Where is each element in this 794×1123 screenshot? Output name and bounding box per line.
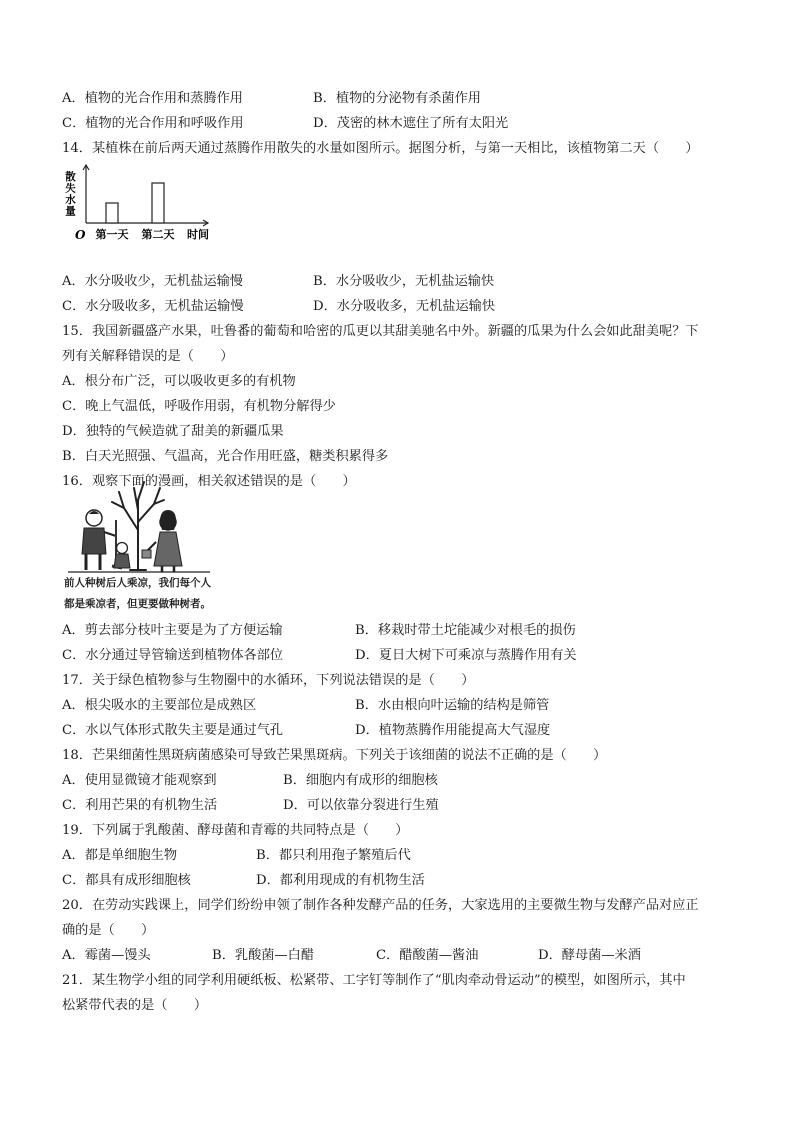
q14-option-d: D．水分吸收多，无机盐运输快: [313, 299, 496, 314]
q18-option-a: A．使用显微镜才能观察到: [62, 773, 217, 788]
y-axis-label: 散失水量: [64, 171, 76, 217]
q16-option-c: C．水分通过导管输送到植物体各部位: [62, 648, 284, 663]
q14-option-a: A．水分吸收少，无机盐运输慢: [62, 274, 243, 289]
q18-stem: 18．芒果细菌性黑斑病菌感染可导致芒果黑斑病。下列关于该细菌的说法不正确的是（ ）: [62, 748, 607, 763]
q16-cartoon-caption-line1: 前人种树后人乘凉，我们每个人: [64, 577, 211, 589]
q15-stem-line1: 15．我国新疆盛产水果，吐鲁番的葡萄和哈密的瓜更以其甜美驰名中外。新疆的瓜果为什么会如此甜美呢？下: [62, 324, 699, 339]
q20-stem-line2: 确的是（ ）: [62, 923, 155, 938]
q16-option-b: B．移栽时带土坨能减少对根毛的损伤: [355, 623, 576, 638]
q17-option-d: D．植物蒸腾作用能提高大气湿度: [355, 723, 551, 738]
q20-option-b: B．乳酸菌—白醋: [212, 948, 315, 963]
q14-bar-chart: [62, 163, 222, 245]
q16-option-a: A．剪去部分枝叶主要是为了方便运输: [62, 623, 283, 638]
q16-cartoon-caption-line2: 都是乘凉者，但更要做种树者。: [64, 598, 211, 610]
q16-cartoon-tree-planting: [64, 470, 214, 576]
q13-option-c: C．植物的光合作用和呼吸作用: [62, 116, 244, 131]
q16-option-d: D．夏日大树下可乘凉与蒸腾作用有关: [355, 648, 577, 663]
q15-option-c: C．晚上气温低，呼吸作用弱，有机物分解得少: [62, 399, 336, 414]
q15-stem-line2: 列有关解释错误的是（ ）: [62, 349, 234, 364]
q17-option-b: B．水由根向叶运输的结构是筛管: [355, 698, 550, 713]
q17-stem: 17．关于绿色植物参与生物圈中的水循环，下列说法错误的是（ ）: [62, 673, 475, 688]
q14-option-b: B．水分吸收少，无机盐运输快: [313, 274, 495, 289]
q13-option-b: B．植物的分泌物有杀菌作用: [313, 91, 481, 106]
q18-option-d: D．可以依靠分裂进行生殖: [283, 798, 439, 813]
q20-option-a: A．霉菌—馒头: [62, 948, 151, 963]
q16-stem: 16．观察下面的漫画，相关叙述错误的是（ ）: [62, 474, 356, 489]
bar-1: [106, 203, 118, 223]
q18-option-b: B．细胞内有成形的细胞核: [283, 773, 438, 788]
q19-option-a: A．都是单细胞生物: [62, 848, 178, 863]
q21-stem-line1: 21．某生物学小组的同学利用硬纸板、松紧带、工字钉等制作了“肌肉牵动骨运动”的模型，如图所示，其中: [62, 973, 686, 988]
q14-option-c: C．水分吸收多，无机盐运输慢: [62, 299, 244, 314]
q20-option-c: C．醋酸菌—酱油: [376, 948, 479, 963]
q15-option-b: B．白天光照强、气温高，光合作用旺盛，糖类积累得多: [62, 449, 389, 464]
q15-option-a: A．根分布广泛，可以吸收更多的有机物: [62, 374, 296, 389]
x-tick-label-2: 第二天: [141, 228, 175, 241]
bar-2: [152, 183, 164, 223]
x-tick-label-1: 第一天: [95, 228, 129, 241]
mother-figure: [142, 510, 182, 572]
q18-option-c: C．利用芒果的有机物生活: [62, 798, 218, 813]
q17-option-a: A．根尖吸水的主要部位是成熟区: [62, 698, 257, 713]
origin-label: O: [75, 228, 86, 242]
q20-option-d: D．酵母菌—米酒: [538, 948, 641, 963]
q13-option-d: D．茂密的林木遮住了所有太阳光: [313, 116, 509, 131]
x-axis-label: 时间: [187, 228, 209, 241]
q19-option-c: C．都具有成形细胞核: [62, 873, 191, 888]
q19-option-d: D．都利用现成的有机物生活: [256, 873, 425, 888]
q21-stem-line2: 松紧带代表的是（ ）: [62, 998, 208, 1013]
q17-option-c: C．水以气体形式散失主要是通过气孔: [62, 723, 284, 738]
q14-stem: 14．某植株在前后两天通过蒸腾作用散失的水量如图所示。据图分析，与第一天相比，该植物第二天（ ）: [62, 141, 699, 156]
q19-stem: 19．下列属于乳酸菌、酵母菌和青霉的共同特点是（ ）: [62, 823, 409, 838]
q13-option-a: A．植物的光合作用和蒸腾作用: [62, 91, 243, 106]
q15-option-d: D．独特的气候造就了甜美的新疆瓜果: [62, 424, 284, 439]
q19-option-b: B．都只利用孢子繁殖后代: [256, 848, 411, 863]
child-figure: [114, 543, 130, 569]
q20-stem-line1: 20．在劳动实践课上，同学们纷纷申领了制作各种发酵产品的任务，大家选用的主要微生物与发酵产品对应正: [62, 898, 699, 913]
